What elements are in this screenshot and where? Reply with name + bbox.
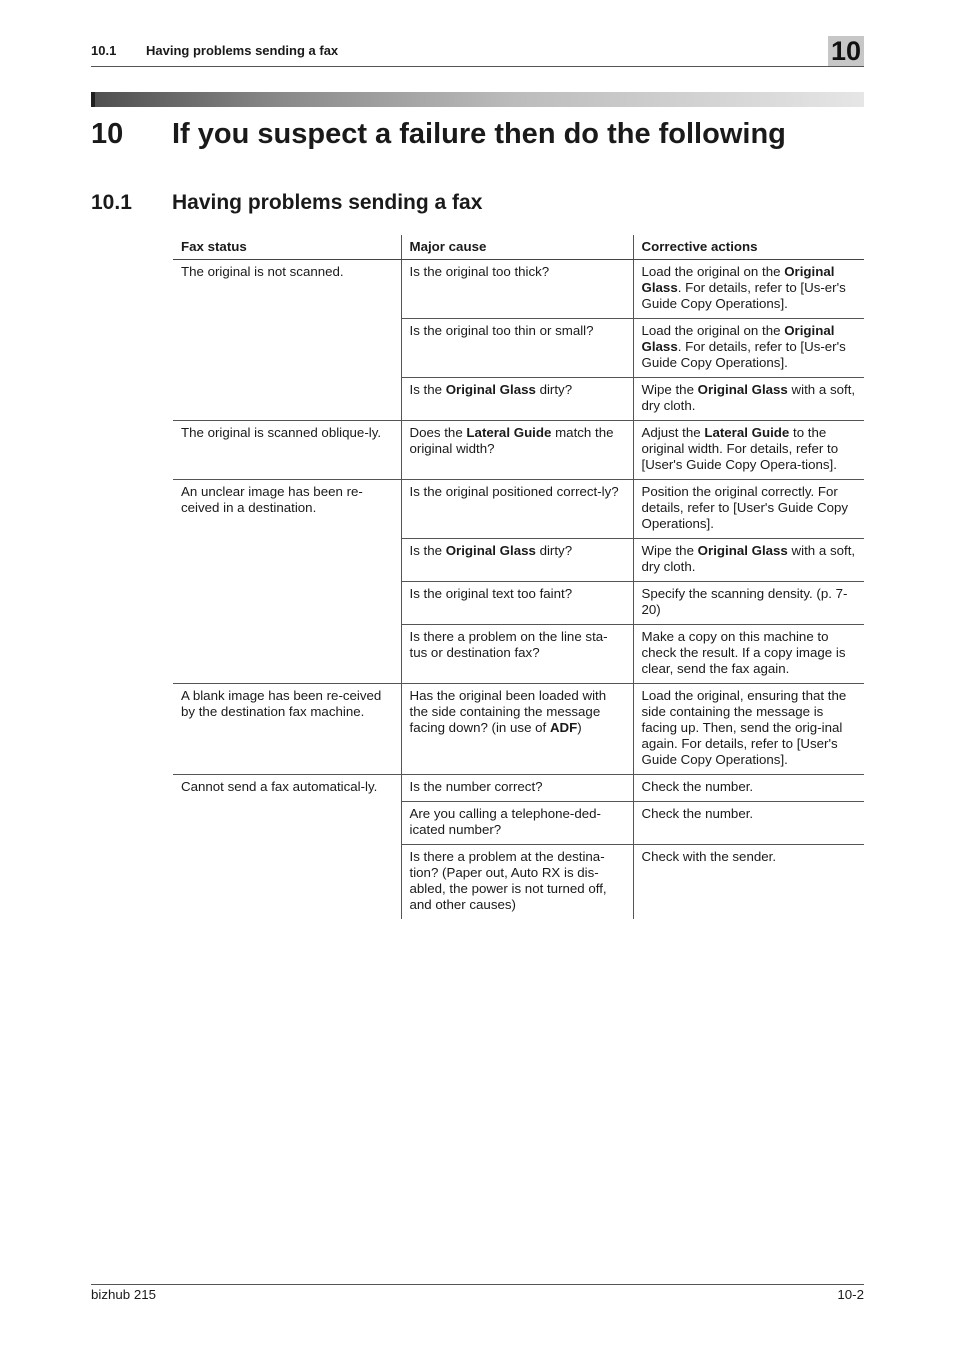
header-fax-status: Fax status [173,235,401,260]
header-section-title: Having problems sending a fax [146,43,339,58]
major-cause-cell [401,775,633,802]
troubleshooting-table [173,235,864,919]
fax-status-cell: The original is not scanned. [173,260,401,421]
corrective-action-cell [633,539,864,582]
cell-text: Does the [409,425,467,440]
major-cause-cell [401,625,633,684]
cell-text: Are you calling a telephone-ded-icated number? [409,806,601,837]
corrective-action-cell [633,582,864,625]
header-major-cause: Major cause [401,235,633,260]
running-header [91,36,864,67]
fax-status-cell: A blank image has been re-ceived by the destination fax machine. [173,684,401,775]
cell-text: Is the original text too faint? [409,586,573,601]
header-section-number: 10.1 [91,43,117,58]
cell-text: Check the number. [641,779,754,794]
cell-bold-term: Original Glass [697,543,788,558]
major-cause-cell [401,480,633,539]
cell-text: Check with the sender. [641,849,777,864]
corrective-action-cell [633,775,864,802]
cell-text: ) [577,720,582,735]
chapter-tab: 10 [828,36,864,66]
major-cause-cell [401,260,633,319]
major-cause-cell [401,684,633,775]
cell-text: Wipe the [641,543,698,558]
footer-product: bizhub 215 [91,1287,157,1302]
corrective-action-cell [633,378,864,421]
major-cause-cell [401,802,633,845]
cell-text: Check the number. [641,806,754,821]
section-heading [91,191,482,215]
cell-text: with a soft, dry cloth. [641,543,856,574]
corrective-action-cell [633,421,864,480]
fax-status-cell: An unclear image has been re-ceived in a destination. [173,480,401,684]
corrective-action-cell [633,319,864,378]
cell-text: dirty? [535,382,573,397]
major-cause-cell [401,378,633,421]
cell-text: match the original width? [409,425,614,456]
fax-status-cell: The original is scanned oblique-ly. [173,421,401,480]
cell-text: to the original width. For details, refer to [User's Guide Copy Opera-tions]. [641,425,839,472]
cell-bold-term: Original Glass [697,382,788,397]
chapter-title: If you suspect a failure then do the following [172,118,786,150]
chapter-gradient-bar [91,92,864,107]
cell-text: Make a copy on this machine to check the result. If a copy image is clear, send the fax again. [641,629,846,676]
header-corrective-actions: Corrective actions [633,235,864,260]
table-row [173,260,864,319]
cell-text: Is there a problem on the line sta-tus or destination fax? [409,629,608,660]
cell-text: Wipe the [641,382,698,397]
cell-text: Is the [409,543,446,558]
cell-text: . For details, refer to [Us-er's Guide Copy Operations]. [641,280,846,311]
major-cause-cell [401,319,633,378]
cell-text: with a soft, dry cloth. [641,382,856,413]
table-row [173,480,864,539]
cell-text: dirty? [535,543,573,558]
section-number: 10.1 [91,191,132,214]
chapter-number: 10 [91,118,124,150]
cell-text: Is there a problem at the destina-tion? (Paper out, Auto RX is dis-abled, the power is not turned off, and other causes) [409,849,607,912]
cell-text: Is the number correct? [409,779,543,794]
cell-text: Load the original on the [641,264,785,279]
footer-rule [91,1284,864,1285]
cell-text: Load the original, ensuring that the side containing the message is facing up. Then, send the orig-inal again. For details, refer to [User's Guide Copy Operations]. [641,688,847,767]
major-cause-cell [401,582,633,625]
cell-text: Is the original too thin or small? [409,323,594,338]
cell-text: Load the original on the [641,323,785,338]
corrective-action-cell [633,684,864,775]
chapter-heading [91,118,786,151]
cell-text: Is the original too thick? [409,264,550,279]
cell-bold-term: Lateral Guide [466,425,552,440]
table-header-row [173,235,864,260]
cell-text: Has the original been loaded with the side containing the message facing down? (in use of [409,688,607,735]
table-row [173,775,864,802]
cell-bold-term: Original Glass [641,264,835,295]
major-cause-cell [401,421,633,480]
corrective-action-cell [633,480,864,539]
table-body [173,260,864,920]
cell-text: Specify the scanning density. (p. 7-20) [641,586,848,617]
corrective-action-cell [633,260,864,319]
corrective-action-cell [633,802,864,845]
cell-text: Is the original positioned correct-ly? [409,484,619,499]
table-row [173,684,864,775]
cell-bold-term: Original Glass [445,382,536,397]
cell-bold-term: Lateral Guide [704,425,790,440]
corrective-action-cell [633,625,864,684]
fax-status-cell: Cannot send a fax automatical-ly. [173,775,401,920]
cell-text: Adjust the [641,425,705,440]
table-row [173,421,864,480]
cell-text: Position the original correctly. For details, refer to [User's Guide Copy Operations]. [641,484,849,531]
cell-text: Is the [409,382,446,397]
footer-page-number: 10-2 [837,1287,864,1302]
major-cause-cell [401,845,633,920]
section-title: Having problems sending a fax [172,191,483,214]
cell-text: . For details, refer to [Us-er's Guide Copy Operations]. [641,339,846,370]
cell-bold-term: Original Glass [641,323,835,354]
major-cause-cell [401,539,633,582]
cell-bold-term: ADF [549,720,578,735]
corrective-action-cell [633,845,864,920]
cell-bold-term: Original Glass [445,543,536,558]
